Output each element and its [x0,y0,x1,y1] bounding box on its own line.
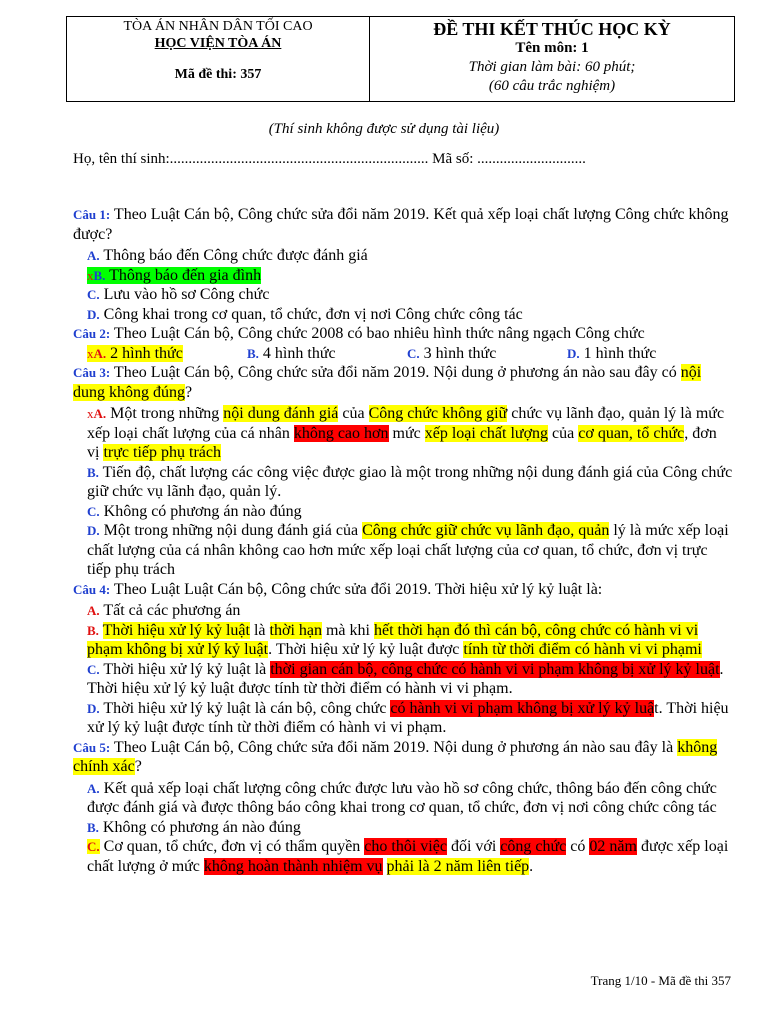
exam-title: ĐỀ THI KẾT THÚC HỌC KỲ [433,19,671,39]
questions-container [73,205,733,876]
option-label: C. [407,345,420,361]
option-text: Thông báo đến Công chức được đánh giá [99,247,368,264]
question-3-option-d [73,521,733,580]
question-1-option-a [73,246,733,266]
highlight: xếp loại chất lượng [424,424,549,442]
highlight: hết thời hạn đó thì cán bộ, công chức có hành vi vi phạm không bị xử lý kỷ luật [87,621,699,658]
question-highlight: nội dung không đúng [73,364,702,401]
question-2-options [73,344,733,364]
option-text: Tiến độ, chất lượng các công việc được giao là một trong những nội dung đánh giá của Công chức giữ chức vụ lãnh đạo, quản lý. [87,463,733,500]
question-1-stem [73,205,733,244]
option-label: A. [87,248,100,263]
option-text: Tất cả các phương án [99,602,241,619]
option-label: A. [87,603,100,618]
question-5-option-a [73,779,733,818]
option-label: D. [87,306,100,322]
highlight-red: không hoàn thành nhiệm vụ [203,857,383,875]
answer-mark: x [87,267,94,283]
option-text: , đơn vị [87,424,717,461]
question-number: Câu 4: [73,581,111,597]
option-label: A. [93,345,107,361]
option-text: 1 hình thức [579,344,657,362]
option-text: 2 hình thức [106,344,183,362]
question-5-option-c [73,837,733,876]
question-1-option-b [73,266,733,286]
question-2-option-d [567,344,727,364]
question-3-option-a [73,404,733,463]
exam-code: Mã đề thi: 357 [174,67,262,82]
option-text: . [529,857,534,875]
option-text: Thời hiệu xử lý kỷ luật là [99,660,271,678]
option-text: mà khi [321,621,374,639]
option-text: . Thời hiệu xử lý kỷ luật được tính từ thời điểm có hành vi vi phạm. [87,660,724,697]
question-end: ? [134,758,142,775]
option-text: 4 hình thức [258,344,336,362]
highlight: thời hạn [269,621,322,639]
option-label: C. [87,661,100,677]
option-text: Một trong những nội dung đánh giá của [99,522,363,539]
question-4-option-b [73,621,733,660]
question-text: Theo Luật Cán bộ, Công chức sửa đổi năm 2019. Nội dung ở phương án nào sau đây có [110,364,681,381]
option-text: của [548,424,579,442]
option-text: chức vụ lãnh đạo, quản lý là mức xếp loại chất lượng của cá nhân [87,405,725,442]
option-label: A. [93,406,107,421]
question-number: Câu 1: [73,207,111,222]
question-text: Theo Luật Cán bộ, Công chức sửa đổi năm 2019. Nội dung ở phương án nào sau đây là [110,738,678,756]
option-text: có [566,838,590,855]
question-3-stem [73,363,733,402]
highlight: trực tiếp phụ trách [103,444,221,461]
option-text: Lưu vào hồ sơ Công chức [99,286,270,303]
question-5-option-b [73,818,733,838]
highlight: cơ quan, tổ chức [578,424,685,442]
option-text [383,858,387,875]
highlight: tính từ thời điểm có hành vi vi phạmi [463,641,702,658]
option-text: Không có phương án nào đúng [98,818,301,836]
answer-mark: x [87,345,94,361]
subject-name: Tên môn: 1 [515,40,589,56]
question-4-stem [73,580,733,600]
option-label: C. [87,287,100,302]
option-label: A. [87,780,100,796]
header-left-cell [67,17,370,101]
question-highlight: không chính xác [73,738,718,775]
option-text: Công khai trong cơ quan, tổ chức, đơn vị nơi Công chức công tác [99,305,523,323]
option-text: của [338,405,369,422]
question-3-option-c [73,502,733,522]
option-text: Thông báo đến gia đình [105,266,262,284]
question-text: Theo Luật Luật Cán bộ, Công chức sửa đổi 2019. Thời hiệu xử lý kỷ luật là: [110,580,603,598]
question-1-option-d [73,305,733,325]
highlight: Thời hiệu xử lý kỷ luật [102,621,250,639]
highlight-red: thời gian cán bộ, công chức có hành vi vi phạm không bị xử lý kỷ luật [270,660,720,678]
option-label: C. [87,503,100,519]
exam-note: (Thí sinh không được sử dụng tài liệu) [268,121,500,137]
answer-mark: x [87,406,94,421]
option-text: đối với [446,838,501,855]
exam-time: Thời gian làm bài: 60 phút; [468,59,636,75]
option-text: Kết quả xếp loại chất lượng công chức được lưu vào hồ sơ công chức, thông báo đến công chức được đánh giá và được thông báo công khai trong cơ quan, tổ chức, đơn vị nơi công chức công tác [87,779,717,816]
option-label: B. [247,345,259,361]
exam-header [66,16,735,102]
highlight: phải là 2 năm liên tiếp [386,857,530,875]
question-4-option-c [73,660,733,699]
question-text: Theo Luật Cán bộ, Công chức sửa đổi năm 2019. Kết quả xếp loại chất lượng Công chức không được? [73,206,729,243]
option-text: t. Thời hiệu xử lý kỷ luật được tính từ thời điểm có hành vi vi phạm. [87,699,729,736]
question-count: (60 câu trắc nghiệm) [488,78,616,94]
option-text: Một trong những [106,405,224,422]
question-4-option-d [73,699,733,738]
question-5-stem [73,738,733,777]
question-2-option-b [247,344,407,364]
option-label: B. [87,464,99,480]
highlight-red: có hành vi vi phạm không bị xử lý kỷ luậ [390,699,655,717]
option-label: B. [87,622,99,638]
highlight-red: công chức [500,838,567,855]
option-text: mức [388,424,425,442]
option-label: D. [567,345,580,361]
question-number: Câu 2: [73,326,111,341]
option-text: Không có phương án nào đúng [99,502,302,520]
academy-name: HỌC VIỆN TÒA ÁN [154,36,282,51]
highlight-red: 02 năm [589,838,637,855]
question-1-option-c [73,285,733,305]
question-2-stem [73,324,733,344]
question-text: Theo Luật Cán bộ, Công chức 2008 có bao nhiêu hình thức nâng ngạch Công chức [110,325,645,342]
option-text: lý là mức xếp loại chất lượng của cá nhân không cao hơn mức xếp loại chất lượng của cơ quan, tổ chức, đơn vị trực tiếp phụ trách [87,522,729,578]
question-number: Câu 3: [73,365,111,380]
option-label: B. [93,267,106,283]
question-2-option-a [87,344,247,364]
highlight-red: không cao hơn [293,424,389,442]
highlight: Công chức không giữ [368,405,508,422]
option-text: . Thời hiệu xử lý kỷ luật được [268,641,464,658]
question-2-option-c [407,344,567,364]
option-label: B. [87,819,99,835]
option-text: Thời hiệu xử lý kỷ luật là cán bộ, công chức [99,699,391,717]
question-4-option-a [73,601,733,621]
question-number: Câu 5: [73,739,111,755]
option-text: 3 hình thức [419,344,497,362]
highlight: nội dung đánh giá [223,405,339,422]
option-text: được xếp loại chất lượng ở mức [87,838,729,875]
option-label: D. [87,700,100,716]
header-right-cell [370,17,734,101]
student-info-line: Họ, tên thí sinh:..................................................................... Mã số: ............................. [73,151,586,167]
highlight: Công chức giữ chức vụ lãnh đạo, quản [362,522,610,539]
court-name: TÒA ÁN NHÂN DÂN TỐI CAO [123,19,313,34]
option-label: D. [87,523,100,538]
question-end: ? [185,383,193,401]
option-text: là [249,621,270,639]
option-text: Cơ quan, tổ chức, đơn vị có thẩm quyền [99,838,365,855]
option-label: C. [87,839,100,854]
question-3-option-b [73,463,733,502]
highlight-red: cho thôi việc [364,838,447,855]
page-footer: Trang 1/10 - Mã đề thi 357 [590,973,731,988]
